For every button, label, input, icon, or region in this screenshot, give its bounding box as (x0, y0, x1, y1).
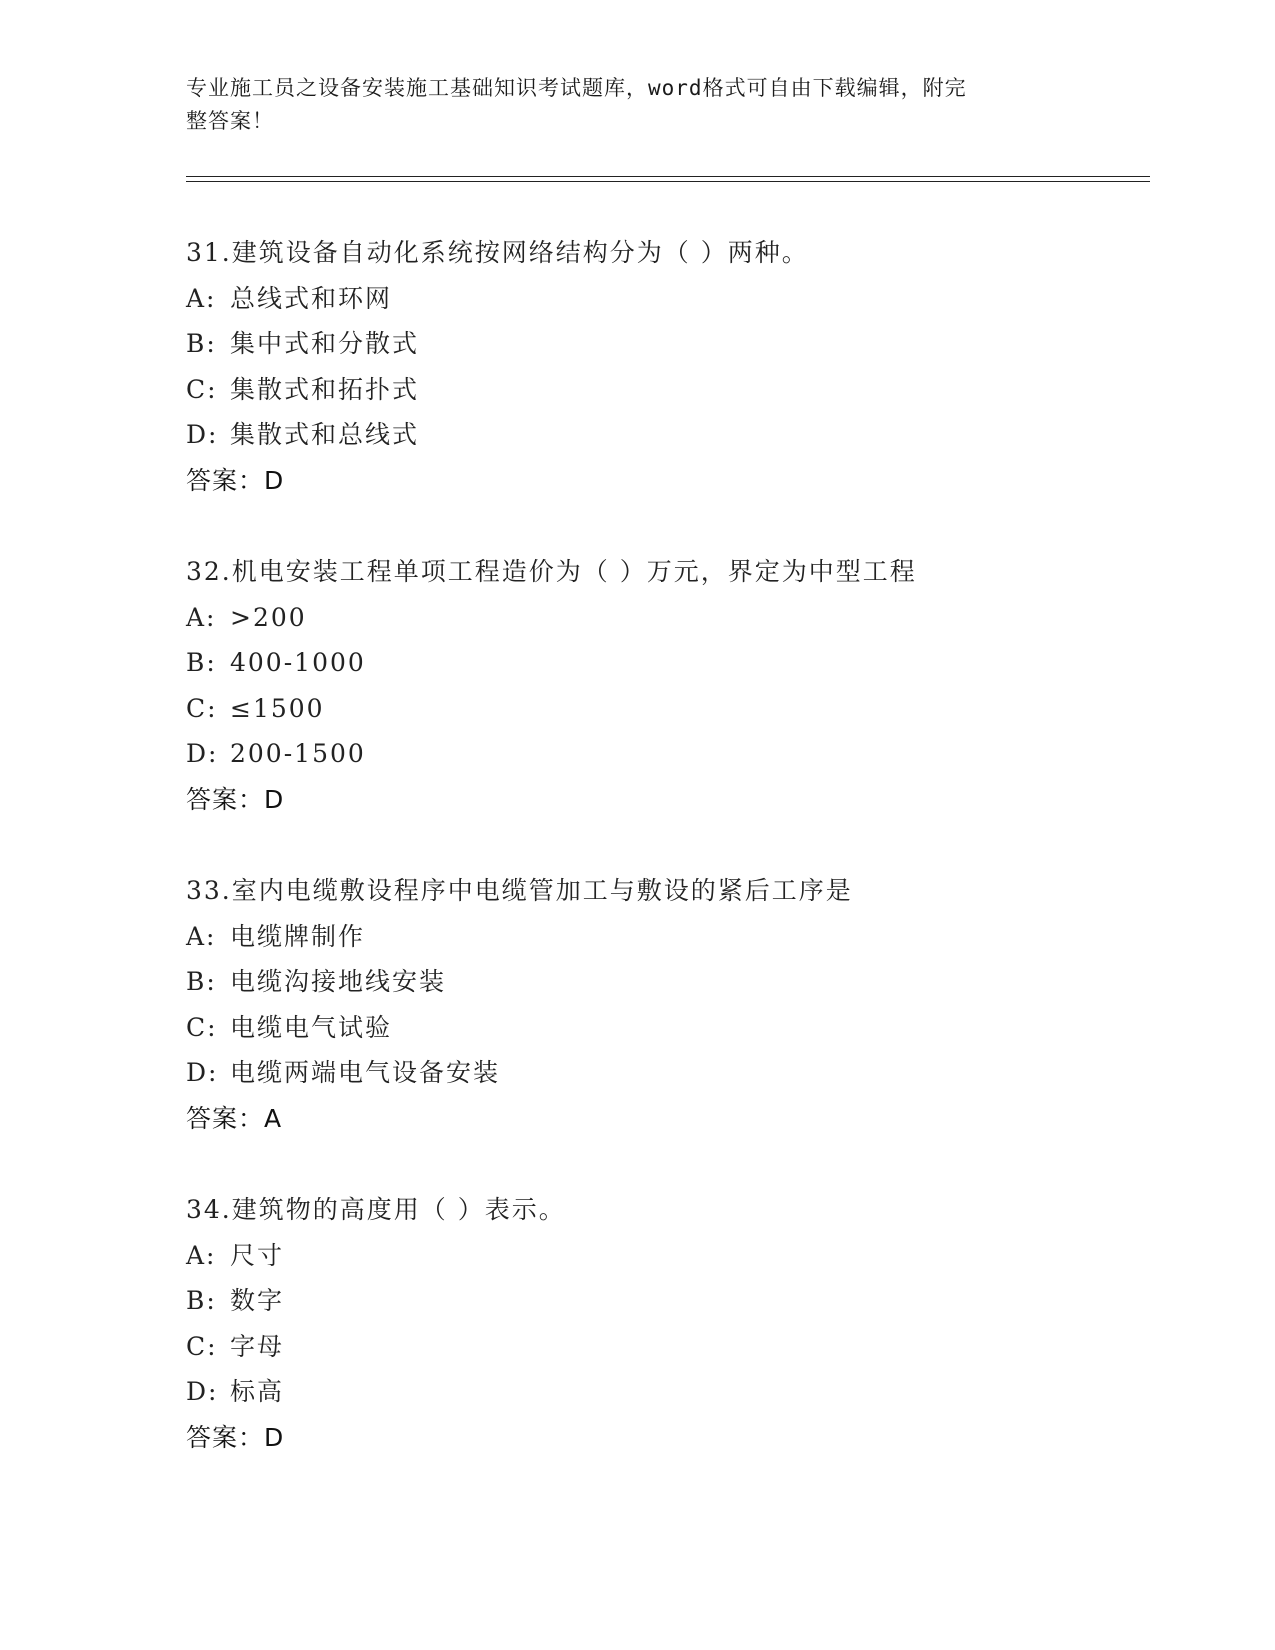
option-text: 总线式和环网 (230, 283, 393, 313)
question-title: 31.建筑设备自动化系统按网络结构分为（ ）两种。 (186, 238, 809, 267)
answer-label: 答案：A (186, 1103, 283, 1133)
option-d (186, 731, 1146, 777)
option-text: 集散式和拓扑式 (230, 374, 420, 404)
option-c (186, 1005, 1146, 1051)
header-divider-bottom (186, 181, 1150, 182)
option-b (186, 959, 1146, 1005)
option-key: D: (186, 1058, 219, 1087)
option-key: C: (186, 1012, 218, 1042)
option-d (186, 1369, 1146, 1415)
option-a (186, 595, 1146, 641)
question-32 (186, 549, 1146, 822)
question-title: 32.机电安装工程单项工程造价为（ ）万元，界定为中型工程 (186, 557, 917, 586)
option-key: C: (186, 1331, 218, 1361)
option-b (186, 640, 1146, 686)
option-text: 字母 (230, 1331, 285, 1361)
option-key: B: (186, 329, 217, 358)
option-text: >200 (230, 602, 307, 632)
option-text: 尺寸 (230, 1240, 285, 1270)
option-key: D: (186, 739, 219, 768)
option-key: C: (186, 693, 218, 723)
option-c (186, 1324, 1146, 1370)
option-text: 集中式和分散式 (230, 329, 420, 358)
document-header (186, 72, 1066, 138)
option-text: 标高 (230, 1377, 285, 1406)
option-d (186, 412, 1146, 458)
option-a (186, 914, 1146, 960)
option-d (186, 1050, 1146, 1096)
option-text: ≤1500 (230, 693, 325, 723)
option-key: A: (186, 921, 217, 951)
option-key: B: (186, 967, 217, 996)
question-title: 34.建筑物的高度用（ ）表示。 (186, 1195, 566, 1224)
option-text: 电缆电气试验 (230, 1012, 393, 1042)
header-line-2: 整答案！ (186, 109, 274, 133)
option-b (186, 1278, 1146, 1324)
option-key: A: (186, 1240, 217, 1270)
option-c (186, 686, 1146, 732)
question-33 (186, 868, 1146, 1141)
option-text: 电缆沟接地线安装 (230, 967, 447, 996)
option-key: B: (186, 1286, 217, 1315)
option-b (186, 321, 1146, 367)
answer-label: 答案：D (186, 1422, 285, 1452)
option-a (186, 1233, 1146, 1279)
header-divider-top (186, 176, 1150, 177)
question-31 (186, 230, 1146, 503)
option-key: A: (186, 602, 217, 632)
question-title: 33.室内电缆敷设程序中电缆管加工与敷设的紧后工序是 (186, 876, 853, 905)
option-key: B: (186, 648, 217, 677)
option-text: 400-1000 (230, 648, 366, 677)
option-text: 集散式和总线式 (230, 420, 420, 449)
option-text: 200-1500 (230, 739, 366, 768)
option-text: 数字 (230, 1286, 285, 1315)
answer-label: 答案：D (186, 465, 285, 495)
option-text: 电缆牌制作 (230, 921, 366, 951)
question-34 (186, 1187, 1146, 1460)
option-key: D: (186, 1377, 219, 1406)
option-key: D: (186, 420, 219, 449)
option-key: C: (186, 374, 218, 404)
header-line-1: 专业施工员之设备安装施工基础知识考试题库，word格式可自由下载编辑，附完 (186, 76, 967, 100)
question-list (186, 230, 1146, 1506)
option-c (186, 367, 1146, 413)
option-text: 电缆两端电气设备安装 (230, 1058, 501, 1087)
option-a (186, 276, 1146, 322)
answer-label: 答案：D (186, 784, 285, 814)
option-key: A: (186, 283, 217, 313)
